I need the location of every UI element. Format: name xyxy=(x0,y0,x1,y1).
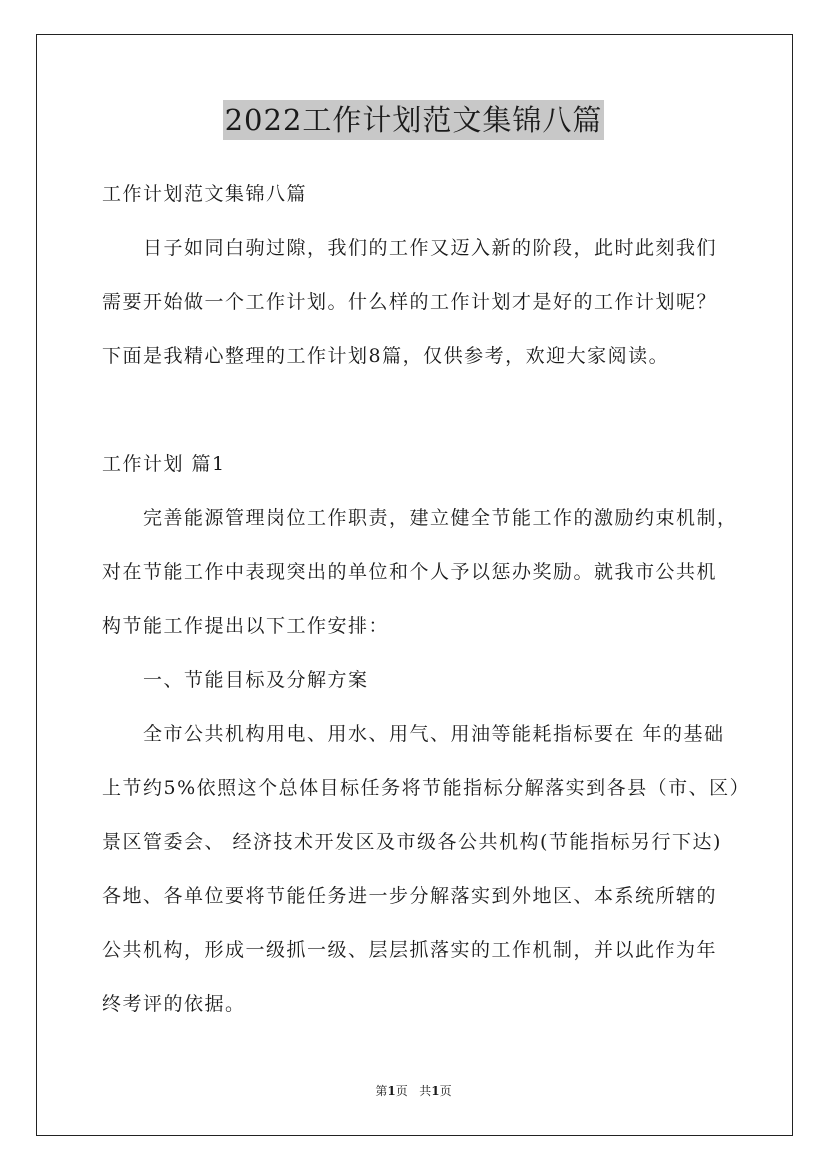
intro-line-2: 需要开始做一个工作计划。什么样的工作计划才是好的工作计划呢？ xyxy=(102,291,718,313)
document-title: 2022工作计划范文集锦八篇 xyxy=(223,100,605,140)
section-line-6: 上节约5%依照这个总体目标任务将节能指标分解落实到各县（市、区） xyxy=(102,777,751,799)
section-heading: 工作计划 篇1 xyxy=(102,453,226,475)
total-label-prefix: 共 xyxy=(419,1084,432,1098)
page-number: 1 xyxy=(387,1084,396,1098)
page-footer xyxy=(0,1083,827,1099)
section-line-10: 终考评的依据。 xyxy=(102,993,246,1015)
section-line-5: 全市公共机构用电、用水、用气、用油等能耗指标要在 年的基础 xyxy=(143,723,725,745)
section-line-8: 各地、各单位要将节能任务进一步分解落实到外地区、本系统所辖的 xyxy=(102,885,718,907)
page-label-suffix: 页 xyxy=(395,1084,408,1098)
intro-line-3: 下面是我精心整理的工作计划8篇，仅供参考，欢迎大家阅读。 xyxy=(102,345,670,367)
page-label-prefix: 第 xyxy=(375,1084,388,1098)
section-line-2: 对在节能工作中表现突出的单位和个人予以惩办奖励。就我市公共机 xyxy=(102,561,718,583)
intro-line-1: 日子如同白驹过隙，我们的工作又迈入新的阶段，此时此刻我们 xyxy=(143,237,718,259)
section-line-1: 完善能源管理岗位工作职责，建立健全节能工作的激励约束机制， xyxy=(143,507,738,529)
title-container xyxy=(0,100,827,140)
total-label-suffix: 页 xyxy=(439,1084,452,1098)
total-pages: 1 xyxy=(431,1084,440,1098)
section-line-7: 景区管委会、 经济技术开发区及市级各公共机构(节能指标另行下达) xyxy=(102,831,722,853)
document-subtitle: 工作计划范文集锦八篇 xyxy=(102,183,308,205)
section-line-9: 公共机构，形成一级抓一级、层层抓落实的工作机制，并以此作为年 xyxy=(102,939,718,961)
section-line-3: 构节能工作提出以下工作安排： xyxy=(102,615,390,637)
subheading-line: 一、节能目标及分解方案 xyxy=(143,669,369,691)
